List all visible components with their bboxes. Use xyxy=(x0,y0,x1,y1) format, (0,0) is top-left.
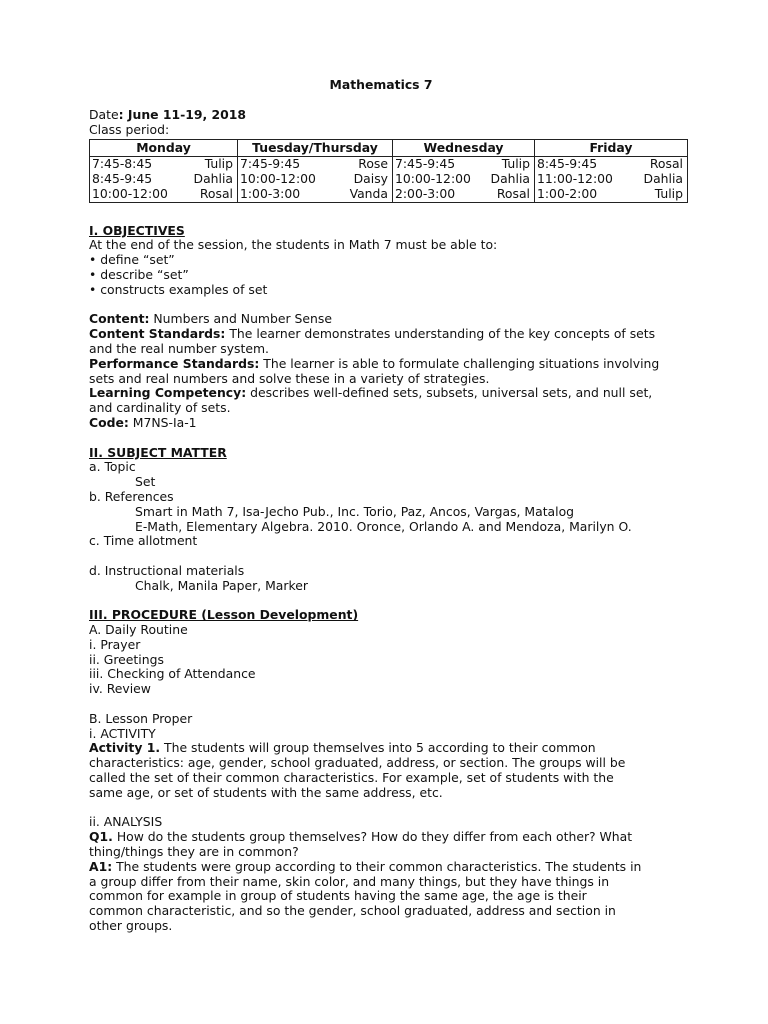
objectives-intro: At the end of the session, the students in Math 7 must be able to: xyxy=(89,237,498,253)
content-standards-line xyxy=(89,327,689,342)
learning-competency-line xyxy=(89,386,689,401)
schedule-time: 1:00-3:00 xyxy=(240,185,301,201)
schedule-cell xyxy=(90,157,238,172)
learning-competency-text-cont: and cardinality of sets. xyxy=(89,400,231,416)
performance-standards-line xyxy=(89,357,689,372)
schedule-time: 11:00-12:00 xyxy=(537,171,613,187)
date-line xyxy=(89,108,689,123)
class-period-label: Class period: xyxy=(89,121,170,137)
references-label: b. References xyxy=(89,488,174,504)
schedule-section: Dahlia xyxy=(643,171,683,187)
content-label: Content: xyxy=(89,311,150,327)
schedule-time: 7:45-9:45 xyxy=(240,156,301,172)
code-label: Code: xyxy=(89,414,129,430)
instructional-materials-label: d. Instructional materials xyxy=(89,562,245,578)
schedule-section: Tulip xyxy=(501,156,530,172)
schedule-header-row xyxy=(90,140,688,157)
a1-text-cont: common characteristic, and so the gender, school graduated, address and section in xyxy=(89,903,616,919)
schedule-header-tuesday-thursday: Tuesday/Thursday xyxy=(238,140,393,157)
routine-item: ii. Greetings xyxy=(89,651,164,667)
a1-label: A1: xyxy=(89,858,113,874)
performance-standards-text: The learner is able to formulate challenging situations involving xyxy=(259,355,660,371)
performance-standards-label: Performance Standards: xyxy=(89,355,260,371)
q1-text: How do the students group themselves? How do they differ from each other? What xyxy=(112,829,633,845)
content-value: Numbers and Number Sense xyxy=(149,311,332,327)
schedule-cell xyxy=(393,172,535,187)
a1-text-cont: common for example in group of students having the same age, the age is their xyxy=(89,888,587,904)
schedule-time: 7:45-8:45 xyxy=(92,156,153,172)
schedule-section: Rose xyxy=(358,156,388,172)
class-schedule-table xyxy=(89,139,688,202)
schedule-section: Vanda xyxy=(349,185,388,201)
code-value: M7NS-Ia-1 xyxy=(128,414,197,430)
schedule-cell xyxy=(90,172,238,187)
content-standards-text: The learner demonstrates understanding of the key concepts of sets xyxy=(225,326,656,342)
learning-competency-text: describes well-defined sets, subsets, universal sets, and null set, xyxy=(246,385,653,401)
schedule-row xyxy=(90,157,688,172)
reference-item: Smart in Math 7, Isa-Jecho Pub., Inc. Torio, Paz, Ancos, Vargas, Matalog xyxy=(135,503,575,519)
schedule-row xyxy=(90,172,688,187)
page-title: Mathematics 7 xyxy=(329,77,433,92)
schedule-section: Rosal xyxy=(496,185,530,201)
schedule-header-friday: Friday xyxy=(535,140,688,157)
schedule-time: 10:00-12:00 xyxy=(395,171,471,187)
q1-label: Q1. xyxy=(89,829,113,845)
procedure-heading: III. PROCEDURE (Lesson Development) xyxy=(89,607,359,623)
content-standards-text-cont: and the real number system. xyxy=(89,340,269,356)
schedule-cell xyxy=(393,187,535,202)
reference-item: E-Math, Elementary Algebra. 2010. Oronce, Orlando A. and Mendoza, Marilyn O. xyxy=(135,518,632,534)
schedule-time: 7:45-9:45 xyxy=(395,156,456,172)
schedule-time: 8:45-9:45 xyxy=(537,156,598,172)
objective-item: • define “set” xyxy=(89,252,175,268)
objective-item: • constructs examples of set xyxy=(89,281,268,297)
activity-1-text-cont: same age, or set of students with the same address, etc. xyxy=(89,784,443,800)
analysis-section-label: ii. ANALYSIS xyxy=(89,814,163,830)
schedule-time: 10:00-12:00 xyxy=(240,171,316,187)
activity-1-label: Activity 1. xyxy=(89,740,161,756)
activity-1-text-cont: characteristics: age, gender, school graduated, address, or section. The groups will be xyxy=(89,755,626,771)
a1-text-cont: a group differ from their name, skin color, and many things, but they have things in xyxy=(89,873,610,889)
topic-label: a. Topic xyxy=(89,459,136,475)
activity-1-line xyxy=(89,741,689,756)
lesson-plan-page xyxy=(89,78,689,934)
schedule-header-wednesday: Wednesday xyxy=(393,140,535,157)
objective-item: • describe “set” xyxy=(89,266,189,282)
date-value: : June 11-19, 2018 xyxy=(118,106,246,122)
performance-standards-text-cont: sets and real numbers and solve these in a variety of strategies. xyxy=(89,370,490,386)
schedule-time: 10:00-12:00 xyxy=(92,185,168,201)
schedule-row xyxy=(90,187,688,202)
q1-line xyxy=(89,830,689,845)
schedule-header-monday: Monday xyxy=(90,140,238,157)
content-standards-label: Content Standards: xyxy=(89,326,226,342)
schedule-section: Tulip xyxy=(204,156,233,172)
a1-line xyxy=(89,860,689,875)
schedule-cell xyxy=(238,157,393,172)
activity-1-text: The students will group themselves into 5 according to their common xyxy=(160,740,596,756)
date-label: Date xyxy=(89,106,119,122)
schedule-section: Dahlia xyxy=(490,171,530,187)
instructional-materials-value: Chalk, Manila Paper, Marker xyxy=(135,577,308,593)
schedule-section: Rosal xyxy=(199,185,233,201)
schedule-section: Tulip xyxy=(654,185,683,201)
daily-routine-label: A. Daily Routine xyxy=(89,622,188,638)
code-line xyxy=(89,416,689,431)
schedule-time: 1:00-2:00 xyxy=(537,185,598,201)
schedule-cell xyxy=(393,157,535,172)
schedule-time: 2:00-3:00 xyxy=(395,185,456,201)
schedule-cell xyxy=(535,157,688,172)
subject-matter-heading: II. SUBJECT MATTER xyxy=(89,444,227,460)
schedule-time: 8:45-9:45 xyxy=(92,171,153,187)
activity-section-label: i. ACTIVITY xyxy=(89,725,156,741)
a1-text: The students were group according to their common characteristics. The students in xyxy=(112,858,642,874)
schedule-section: Dahlia xyxy=(193,171,233,187)
routine-item: iii. Checking of Attendance xyxy=(89,666,256,682)
activity-1-text-cont: called the set of their common characteristics. For example, set of students with the xyxy=(89,770,614,786)
objectives-heading: I. OBJECTIVES xyxy=(89,222,185,238)
q1-text-cont: thing/things they are in common? xyxy=(89,844,299,860)
schedule-cell xyxy=(238,187,393,202)
schedule-cell xyxy=(535,172,688,187)
schedule-cell xyxy=(535,187,688,202)
topic-value: Set xyxy=(135,474,156,490)
routine-item: i. Prayer xyxy=(89,636,141,652)
learning-competency-label: Learning Competency: xyxy=(89,385,247,401)
schedule-section: Rosal xyxy=(649,156,683,172)
lesson-proper-label: B. Lesson Proper xyxy=(89,710,193,726)
schedule-cell xyxy=(90,187,238,202)
time-allotment-label: c. Time allotment xyxy=(89,533,198,549)
routine-item: iv. Review xyxy=(89,681,151,697)
content-line xyxy=(89,312,689,327)
a1-text-cont: other groups. xyxy=(89,918,173,934)
schedule-section: Daisy xyxy=(353,171,388,187)
schedule-cell xyxy=(238,172,393,187)
